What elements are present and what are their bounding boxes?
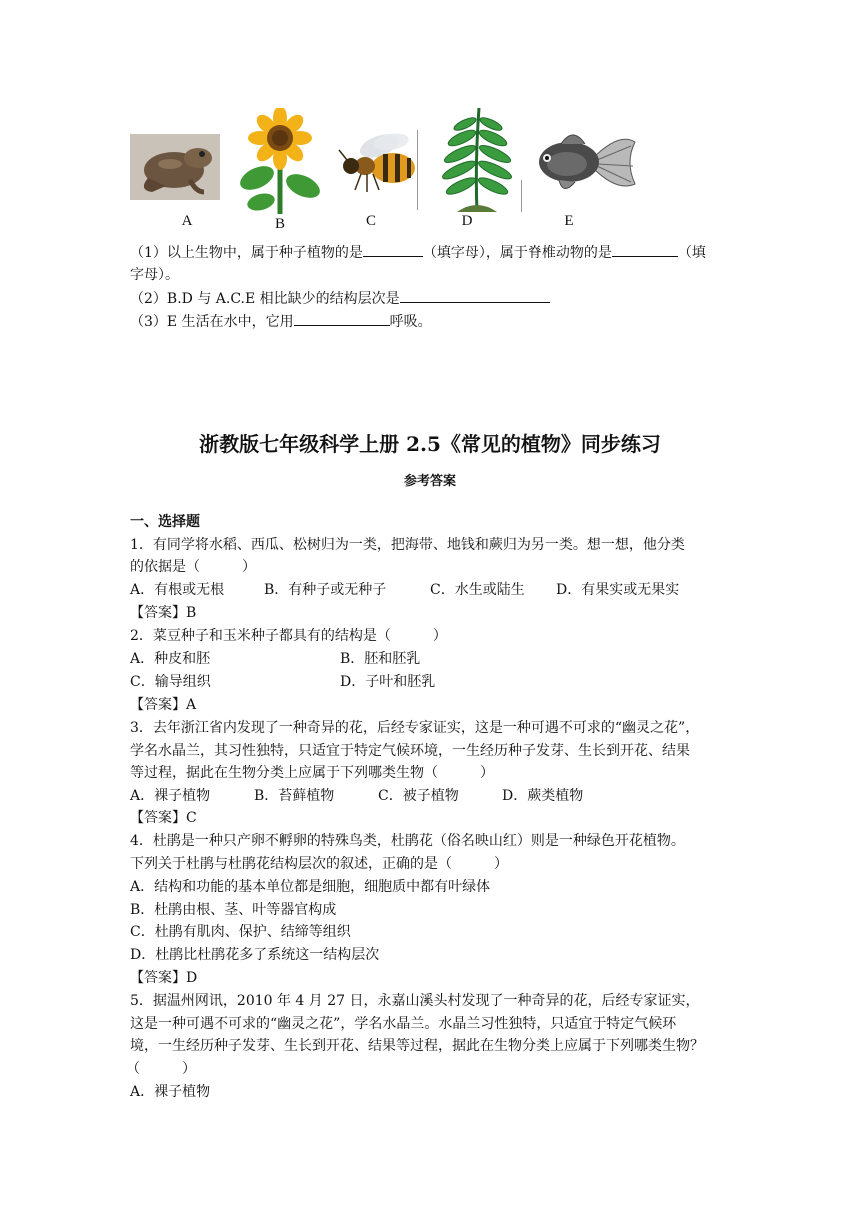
divider (521, 180, 522, 212)
option[interactable]: D．蕨类植物 (502, 788, 584, 804)
fern-image (437, 104, 517, 216)
q4-stem: 4．杜鹃是一种只产卵不孵卵的特殊鸟类，杜鹃花（俗名映山红）则是一种绿色开花植物。 (130, 833, 685, 849)
sunflower-image (237, 108, 323, 216)
option[interactable]: A．有根或无根 (130, 582, 225, 598)
option[interactable]: A．裸子植物 (130, 1084, 211, 1100)
q4-answer: 【答案】D (130, 970, 198, 986)
goldfish-image (527, 122, 637, 202)
option[interactable]: A．结构和功能的基本单位都是细胞，细胞质中都有叶绿体 (130, 879, 491, 895)
q3-stem: 3．去年浙江省内发现了一种奇异的花，后经专家证实，这是一种可遇不可求的“幽灵之花”， (130, 720, 700, 736)
q2-options (130, 649, 420, 669)
frog-image (130, 134, 220, 200)
option[interactable]: C．被子植物 (378, 788, 459, 804)
option[interactable]: A．裸子植物 (130, 788, 211, 804)
option[interactable]: B．有种子或无种子 (264, 582, 387, 598)
figure-label-a: A (181, 213, 193, 229)
q3-stem: 学名水晶兰，其习性独特，只适宜于特定气候环境，一生经历种子发芽、生长到开花、结果 (130, 743, 690, 759)
figure-label-c: C (365, 213, 376, 229)
q1-options (130, 580, 679, 600)
answer-blank[interactable] (612, 242, 678, 257)
q5-stem: 境，一生经历种子发芽、生长到开花、结果等过程，据此在生物分类上应属于下列哪类生物？ (130, 1038, 704, 1054)
option[interactable]: B．杜鹃由根、茎、叶等器官构成 (130, 902, 337, 918)
option[interactable]: D．子叶和胚乳 (340, 674, 436, 690)
page-subtitle: 参考答案 (403, 474, 456, 489)
option[interactable]: C．输导组织 (130, 674, 211, 690)
q2-answer: 【答案】A (130, 697, 197, 713)
page-title: 浙教版七年级科学上册 2.5《常见的植物》同步练习 (199, 432, 661, 456)
option[interactable]: A．种皮和胚 (130, 651, 211, 667)
section-heading: 一、选择题 (130, 514, 200, 530)
organism-figures (125, 100, 665, 235)
q4-stem: 下列关于杜鹃与杜鹃花结构层次的叙述，正确的是（ ） (130, 856, 508, 872)
fig-question-3: （3）E 生活在水中，它用 呼吸。 (130, 311, 432, 332)
figure-label-e: E (564, 213, 574, 229)
divider (417, 130, 418, 210)
option[interactable]: D．杜鹃比杜鹃花多了系统这一结构层次 (130, 947, 380, 963)
option[interactable]: B．胚和胚乳 (340, 651, 421, 667)
figure-label-b: B (274, 216, 285, 232)
fig-question-2: （2）B.D 与 A.C.E 相比缺少的结构层次是 (130, 288, 550, 309)
q5-stem: （ ） (126, 1061, 196, 1077)
q2-stem: 2．菜豆种子和玉米种子都具有的结构是（ ） (130, 628, 447, 644)
q5-stem: 这是一种可遇不可求的“幽灵之花”，学名水晶兰。水晶兰习性独特，只适宜于特定气候环 (130, 1016, 677, 1032)
option[interactable]: C．水生或陆生 (430, 582, 525, 598)
q1-stem: 1．有同学将水稻、西瓜、松树归为一类，把海带、地钱和蕨归为另一类。想一想，他分类 (130, 537, 685, 553)
q3-answer: 【答案】C (130, 810, 197, 826)
answer-blank[interactable] (400, 288, 550, 303)
q3-stem: 等过程，据此在生物分类上应属于下列哪类生物（ ） (130, 765, 494, 781)
q5-stem: 5．据温州网讯，2010 年 4 月 27 日，永嘉山溪头村发现了一种奇异的花，后经专家证实， (130, 993, 700, 1009)
option[interactable]: B．苔藓植物 (254, 788, 335, 804)
option[interactable]: C．杜鹃有肌肉、保护、结缔等组织 (130, 924, 351, 940)
fig-question-1: （1）以上生物中，属于种子植物的是 （填字母），属于脊椎动物的是 （填 (130, 242, 706, 263)
q2-options (130, 672, 435, 692)
answer-blank[interactable] (363, 242, 423, 257)
q1-answer: 【答案】B (130, 605, 197, 621)
bee-image (333, 126, 419, 196)
q1-stem: 的依据是（ ） (130, 559, 256, 575)
fig-question-1-cont: 字母）。 (130, 267, 179, 283)
answer-blank[interactable] (294, 311, 390, 326)
option[interactable]: D．有果实或无果实 (556, 582, 680, 598)
figure-label-d: D (461, 213, 473, 229)
q3-options (130, 786, 583, 806)
